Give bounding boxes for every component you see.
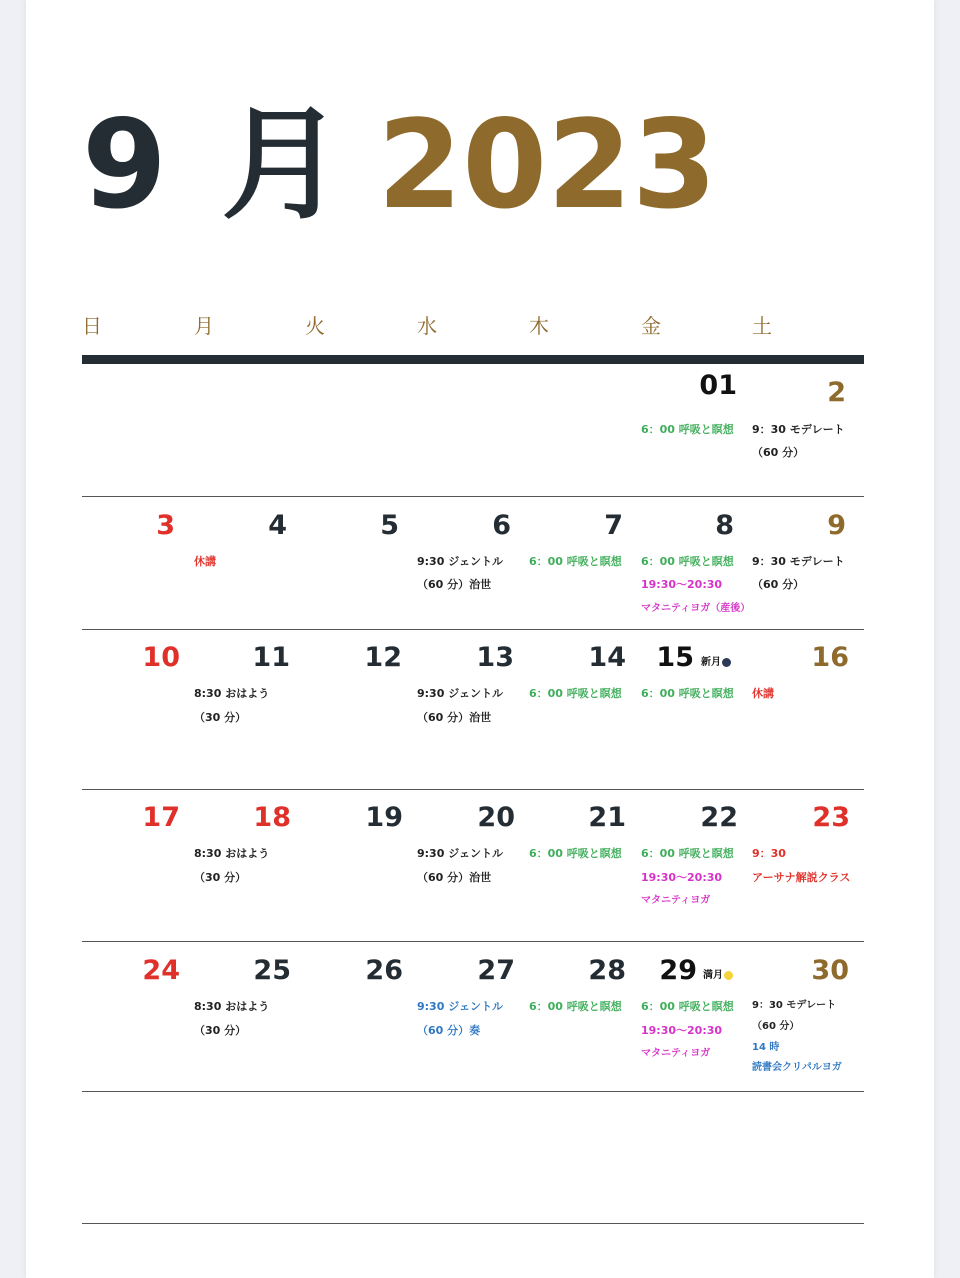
new-moon-label: 新月 xyxy=(701,657,721,668)
day-18: 18 xyxy=(253,802,291,833)
event-text: （60 分）治世 xyxy=(417,711,492,724)
event-text: マタニティヨガ xyxy=(641,1048,711,1059)
event-text: 休講 xyxy=(752,687,774,700)
day-09: 9 xyxy=(827,510,846,541)
weekday-wed: 水 xyxy=(417,314,437,338)
full-moon-label: 満月 xyxy=(703,970,723,981)
day-12: 12 xyxy=(364,642,402,673)
weekday-tue: 火 xyxy=(305,314,325,338)
day-03: 3 xyxy=(156,510,175,541)
event-text: 9:30 ジェントル xyxy=(417,847,503,860)
day-04: 4 xyxy=(268,510,287,541)
event-text: 8:30 おはよう xyxy=(194,1000,270,1013)
day-17: 17 xyxy=(142,802,180,833)
event-text: アーサナ解説クラス xyxy=(752,871,851,884)
event-text: 14 時 xyxy=(752,1042,780,1053)
week-divider xyxy=(82,941,864,942)
event-text: （60 分） xyxy=(752,1021,800,1032)
day-05: 5 xyxy=(380,510,399,541)
day-02: 2 xyxy=(827,377,846,408)
calendar-title xyxy=(82,95,717,235)
day-14: 14 xyxy=(588,642,626,673)
event-text: 6：00 呼吸と瞑想 xyxy=(641,555,734,568)
event-text: 8:30 おはよう xyxy=(194,847,270,860)
day-01: 01 xyxy=(699,370,737,401)
full-moon-icon xyxy=(724,971,733,980)
full-moon-note xyxy=(703,970,733,982)
event-text: 読書会クリパルヨガ xyxy=(752,1062,842,1073)
day-20: 20 xyxy=(477,802,515,833)
event-text: 6：00 呼吸と瞑想 xyxy=(641,1000,734,1013)
event-text: 6：00 呼吸と瞑想 xyxy=(529,847,622,860)
event-text: 19:30～20:30 xyxy=(641,578,723,591)
event-text: 9：30 xyxy=(752,847,786,860)
day-07: 7 xyxy=(604,510,623,541)
week-divider xyxy=(82,1091,864,1092)
event-text: （30 分） xyxy=(194,711,247,724)
event-text: 9:30 ジェントル xyxy=(417,555,503,568)
event-text: （60 分）治世 xyxy=(417,578,492,591)
event-text: 休講 xyxy=(194,555,216,568)
day-08: 8 xyxy=(715,510,734,541)
day-21: 21 xyxy=(588,802,626,833)
day-13: 13 xyxy=(476,642,514,673)
event-text: 9:30 ジェントル xyxy=(417,687,503,700)
day-26: 26 xyxy=(365,955,403,986)
weekday-sun: 日 xyxy=(82,314,102,338)
event-text: （60 分）奏 xyxy=(417,1024,481,1037)
day-23: 23 xyxy=(812,802,850,833)
event-text: （60 分）治世 xyxy=(417,871,492,884)
week-divider xyxy=(82,789,864,790)
event-text: （60 分） xyxy=(752,446,805,459)
week-divider xyxy=(82,496,864,497)
event-text: 9:30 ジェントル xyxy=(417,1000,503,1013)
event-text: 6：00 呼吸と瞑想 xyxy=(529,687,622,700)
day-16: 16 xyxy=(811,642,849,673)
day-06: 6 xyxy=(492,510,511,541)
month-label: 9 月 xyxy=(82,94,350,236)
event-text: 9：30 モデレート xyxy=(752,1000,837,1011)
event-text: 6：00 呼吸と瞑想 xyxy=(641,687,734,700)
event-text: 6：00 呼吸と瞑想 xyxy=(529,1000,622,1013)
weekday-thu: 木 xyxy=(529,314,549,338)
event-text: 6：00 呼吸と瞑想 xyxy=(641,423,734,436)
weekday-mon: 月 xyxy=(194,314,214,338)
event-text: 6：00 呼吸と瞑想 xyxy=(641,847,734,860)
event-text: 9：30 モデレート xyxy=(752,423,845,436)
year-label: 2023 xyxy=(377,94,717,236)
new-moon-icon xyxy=(722,658,731,667)
day-22: 22 xyxy=(700,802,738,833)
day-29: 29 xyxy=(659,955,697,986)
event-text: マタニティヨガ（産後） xyxy=(641,603,751,614)
event-text: （30 分） xyxy=(194,1024,247,1037)
day-10: 10 xyxy=(142,642,180,673)
event-text: 9：30 モデレート xyxy=(752,555,845,568)
event-text: 19:30～20:30 xyxy=(641,871,723,884)
event-text: 8:30 おはよう xyxy=(194,687,270,700)
event-text: 6：00 呼吸と瞑想 xyxy=(529,555,622,568)
event-text: （60 分） xyxy=(752,578,805,591)
day-11: 11 xyxy=(252,642,290,673)
weekday-sat: 土 xyxy=(752,314,772,338)
day-24: 24 xyxy=(142,955,180,986)
event-text: 19:30～20:30 xyxy=(641,1024,723,1037)
week-divider xyxy=(82,629,864,630)
week-divider xyxy=(82,1223,864,1224)
day-25: 25 xyxy=(253,955,291,986)
weekday-fri: 金 xyxy=(641,314,661,338)
day-28: 28 xyxy=(588,955,626,986)
header-divider xyxy=(82,355,864,364)
new-moon-note xyxy=(701,657,731,669)
day-27: 27 xyxy=(477,955,515,986)
day-15: 15 xyxy=(656,642,694,673)
event-text: （30 分） xyxy=(194,871,247,884)
day-19: 19 xyxy=(365,802,403,833)
event-text: マタニティヨガ xyxy=(641,895,711,906)
day-30: 30 xyxy=(811,955,849,986)
